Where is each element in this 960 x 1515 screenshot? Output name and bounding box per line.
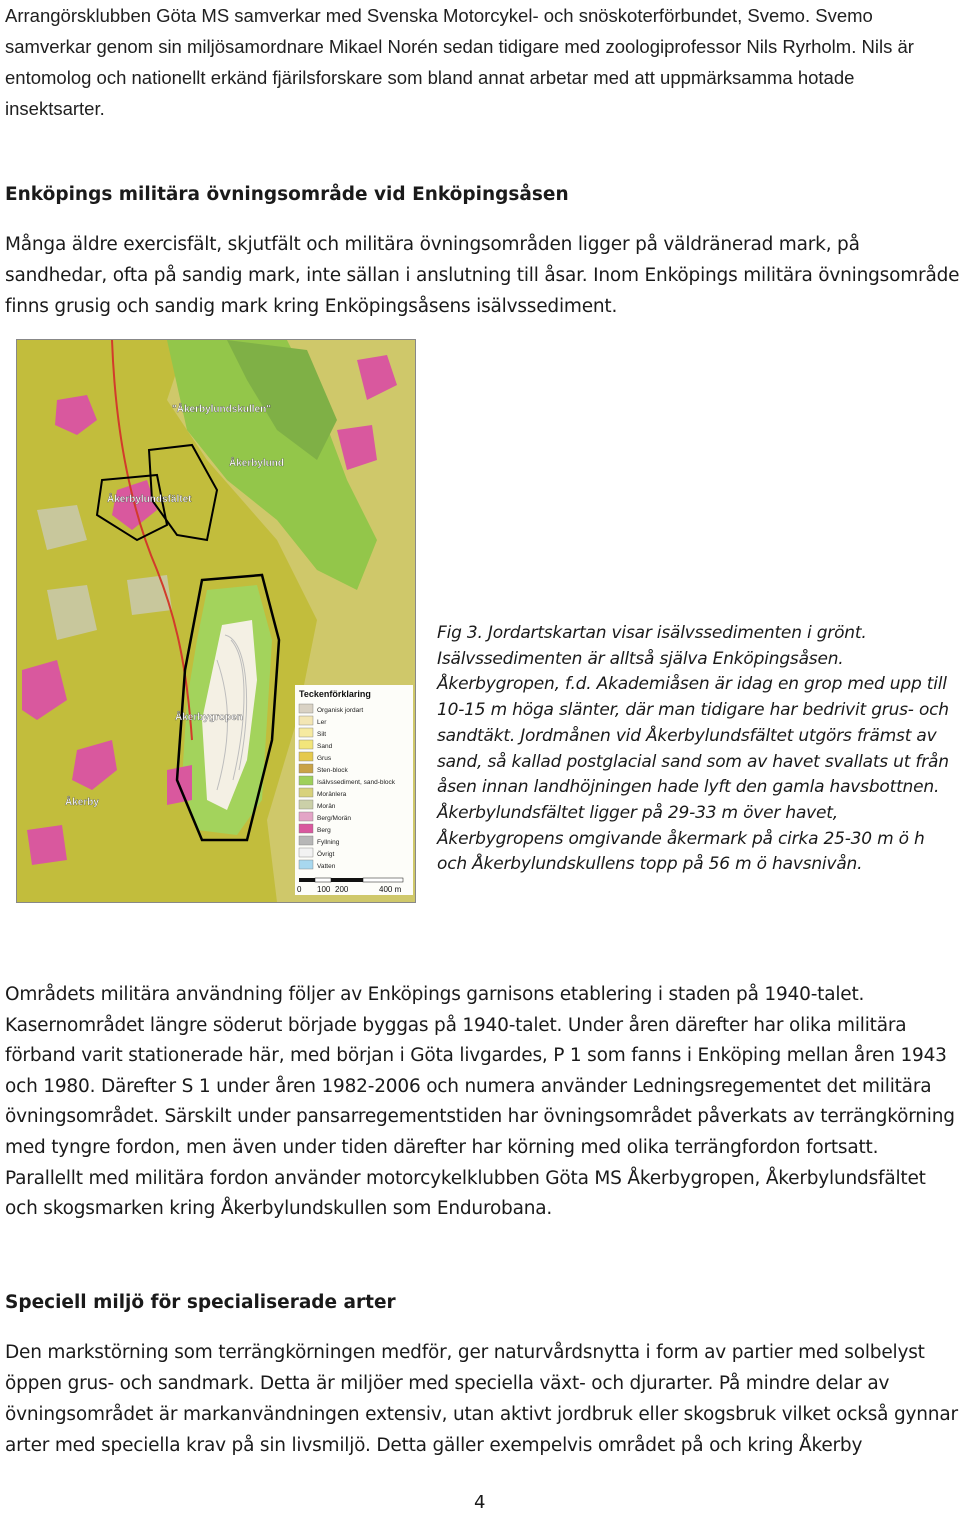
legend-label: Berg (317, 827, 331, 834)
legend-swatch (299, 728, 313, 737)
legend-swatch (299, 776, 313, 785)
legend-label: Fyllning (317, 839, 340, 846)
legend-label: Berg/Morän (317, 815, 351, 822)
legend-label: Sten-block (317, 767, 348, 774)
page-number: 4 (474, 1492, 486, 1513)
legend-swatch (299, 824, 313, 833)
legend-label: Isälvssediment, sand-block (317, 779, 396, 786)
legend-title: Teckenförklaring (299, 689, 371, 699)
soil-map-figure (16, 339, 416, 903)
legend-swatch (299, 848, 313, 857)
label-akerbylund: Åkerbylund (229, 458, 285, 469)
section-heading: Enköpings militära övningsområde vid Enköpingsåsen (5, 184, 569, 205)
intro-paragraph: Arrangörsklubben Göta MS samverkar med Svenska Motorcykel- och snöskoterförbundet, Svemo. Svemo samverkar genom sin miljösamordnare Mikael Norén sedan tidigare med zoologiprofessor Nils Ryrholm. Nils är entomolog och nationellt erkänd fjärilsforskare som bland annat arbetar med att uppmärksamma hotade insektsarter. (5, 5, 914, 119)
legend-label: Vatten (317, 863, 336, 870)
figure-caption: Fig 3. Jordartskartan visar isälvssedimenten i grönt. Isälvssedimenten är alltså själva Enköpingsåsen. Åkerbygropen, f.d. Akademiåsen är idag en grop med upp till 10-15 m höga slänter, där man tidigare har bedrivit grus- och sandtäkt. Jordmånen vid Åkerbylundsfältet utgörs främst av sand, så kallad postglacial sand som av havet svallats ut från åsen innan landhöjningen hade lyft den gamla havsbottnen. Åkerbylundsfältet ligger på 29-33 m över havet, Åkerbygropens omgivande åkermark på cirka 25-30 m ö h och Åkerbylundskullens topp på 56 m ö havsnivån. (437, 623, 949, 875)
legend-swatch (299, 764, 313, 773)
label-akerbylundskullen: "Åkerbylundskullen" (172, 404, 271, 415)
legend-swatch (299, 800, 313, 809)
label-akerby: Åkerby (65, 797, 99, 808)
section-paragraph-military: Områdets militära användning följer av Enköpings garnisons etablering i staden på 1940-talet. Kasernområdet längre söderut började byggas på 1940-talet. Under åren därefter har olika militära förband varit stationerade här, med början i Göta livgardes, P 1 som fanns i Enköping mellan åren 1943 och 1980. Därefter S 1 under åren 1982-2006 och numera använder Ledningsregementet det militära övningsområdet. Särskilt under pansarregementstiden har övningsområdet påverkats av terrängkörning med tyngre fordon, men även under tiden därefter har körning med olika terrängfordon fortsatt. Parallellt med militära fordon använder motorcykelklubben Göta MS Åkerbygropen, Åkerbylundsfältet och skogsmarken kring Åkerbylundskullen som Endurobana. (5, 984, 955, 1220)
scale-200: 200 (335, 885, 349, 894)
legend-swatch (299, 812, 313, 821)
legend-label: Moränlera (317, 791, 347, 798)
legend-label: Organisk jordart (317, 707, 364, 714)
legend-label: Övrigt (317, 851, 335, 858)
scale-0: 0 (297, 885, 302, 894)
legend-swatch (299, 752, 313, 761)
section-paragraph: Många äldre exercisfält, skjutfält och militära övningsområden ligger på väldränerad mark, på sandhedar, ofta på sandig mark, inte sällan i anslutning till åsar. Inom Enköpings militära övningsområde finns grusig och sandig mark kring Enköpingsåsens isälvssediment. (5, 234, 960, 317)
legend-swatch (299, 740, 313, 749)
legend-label: Ler (317, 719, 327, 726)
label-akerbygropen: Åkerbygropen (175, 712, 243, 723)
legend-label: Grus (317, 755, 332, 762)
legend-swatch (299, 716, 313, 725)
legend-swatch (299, 836, 313, 845)
legend-swatch (299, 788, 313, 797)
section-paragraph-special: Den markstörning som terrängkörningen medför, ger naturvårdsnytta i form av partier med solbelyst öppen grus- och sandmark. Detta är miljöer med speciella växt- och djurarter. På mindre delar av övningsområdet är markanvändningen extensiv, utan aktivt jordbruk eller skogsbruk vilket också gynnar arter med speciella krav på sin livsmiljö. Detta gäller exempelvis området på och kring Åkerby (5, 1342, 958, 1456)
legend-swatch (299, 704, 313, 713)
scale-400: 400 m (379, 885, 402, 894)
legend-label: Silt (317, 731, 327, 738)
legend-swatch (299, 860, 313, 869)
scale-100: 100 (317, 885, 331, 894)
legend-label: Morän (317, 803, 336, 810)
section-heading-special: Speciell miljö för specialiserade arter (5, 1292, 396, 1313)
label-akerbylundsfaltet: Åkerbylundsfältet (107, 494, 192, 505)
legend-label: Sand (317, 743, 333, 750)
